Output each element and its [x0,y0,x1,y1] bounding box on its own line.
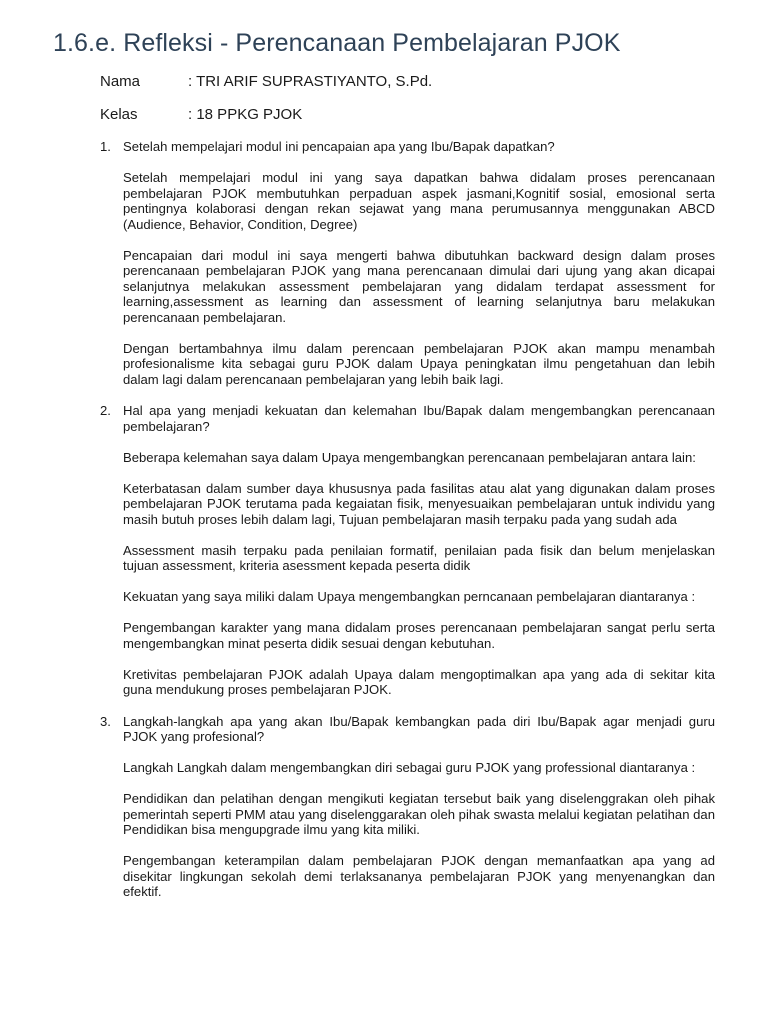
question-item-3 [100,714,715,900]
question-text: Langkah-langkah apa yang akan Ibu/Bapak kembangkan pada diri Ibu/Bapak agar menjadi guru PJOK yang profesional? [123,713,715,744]
question-number: 3. [100,713,111,729]
answer-paragraph: Kretivitas pembelajaran PJOK adalah Upaya dalam mengoptimalkan apa yang ada di sekitar kita guna mendukung proses pembelajaran PJOK. [123,666,715,697]
answer-paragraph: Keterbatasan dalam sumber daya khususnya pada fasilitas atau alat yang digunakan dalam proses pembelajaran PJOK terutama pada kegaiatan fisik, menyesuaikan pembelajaran untuk individu yang masih butuh proses lebih dalam lagi, Tujuan pembelajaran masih terpaku pada yang sudah ada [123,480,715,527]
answer-paragraph: Pencapaian dari modul ini saya mengerti bahwa dibutuhkan backward design dalam proses perencanaan pembelajaran PJOK yang mana perencanaan dimulai dari ujung yang akan dicapai selanjutnya melakukan assessment pembelajaran yang didalam terdapat assessment for learning,assessment as learning dan assessment of learning selanjutnya baru melakukan perencanaan pembelajaran. [123,247,715,325]
answer-paragraph: Beberapa kelemahan saya dalam Upaya mengembangkan perencanaan pembelajaran antara lain: [123,449,696,465]
answer-paragraph: Pengembangan karakter yang mana didalam proses perencanaan pembelajaran sangat perlu serta mengembangkan minat peserta didik sesuai dengan kebutuhan. [123,620,715,651]
page-title: 1.6.e. Refleksi - Perencanaan Pembelajaran PJOK [53,29,621,57]
answer-paragraph: Assessment masih terpaku pada penilaian formatif, penilaian pada fisik dan belum menjelaskan tujuan assessment, kriteria asessment kepada peserta didik [123,542,715,573]
question-text: Setelah mempelajari modul ini pencapaian apa yang Ibu/Bapak dapatkan? [123,139,555,154]
question-number: 1. [100,139,111,154]
answer-paragraph: Langkah Langkah dalam mengembangkan diri sebagai guru PJOK yang professional diantaranya : [123,760,696,775]
nama-value: : TRI ARIF SUPRASTIYANTO, S.Pd. [188,73,433,90]
question-item-2 [100,403,715,698]
question-item-1 [100,139,715,387]
question-text: Hal apa yang menjadi kekuatan dan kelemahan Ibu/Bapak dalam mengembangkan perencanaan pembelajaran? [123,403,715,434]
question-number: 2. [100,403,111,418]
question-list [100,139,715,916]
meta-nama [100,73,432,90]
nama-label: Nama [100,73,141,90]
answer-paragraph: Setelah mempelajari modul ini yang saya dapatkan bahwa didalam proses perencanaan pembelajaran PJOK membutuhkan perpaduan aspek jasmani,Kognitif sosial, emosional serta pentingnya kolaborasi dengan rekan sejawat yang mana perumusannya menggunakan ABCD (Audience, Behavior, Condition, Degree) [123,170,715,232]
answer-paragraph: Kekuatan yang saya miliki dalam Upaya mengembangkan perncanaan pembelajaran diantaranya : [123,589,696,604]
kelas-label: Kelas [100,106,138,123]
kelas-value: : 18 PPKG PJOK [188,106,303,123]
answer-paragraph: Dengan bertambahnya ilmu dalam perencaan pembelajaran PJOK akan mampu menambah profesionalisme kita sebagai guru PJOK dalam Upaya peningkatan ilmu pengetahuan dan lebih dalam lagi dalam perencanaan pembelajaran yang lebih baik lagi. [123,340,715,387]
meta-kelas [100,106,302,123]
answer-paragraph: Pengembangan keterampilan dalam pembelajaran PJOK dengan memanfaatkan apa yang ad disekitar lingkungan sekolah demi terlaksananya pembelajaran PJOK yang menyenangkan dan efektif. [123,853,715,899]
answer-paragraph: Pendidikan dan pelatihan dengan mengikuti kegiatan tersebut baik yang diselenggrakan oleh pihak pemerintah seperti PMM atau yang diselenggarakan oleh pihak swasta melalui kegiatan pelatihan dan Pendidikan bisa mengupgrade ilmu yang kita miliki. [123,791,715,837]
